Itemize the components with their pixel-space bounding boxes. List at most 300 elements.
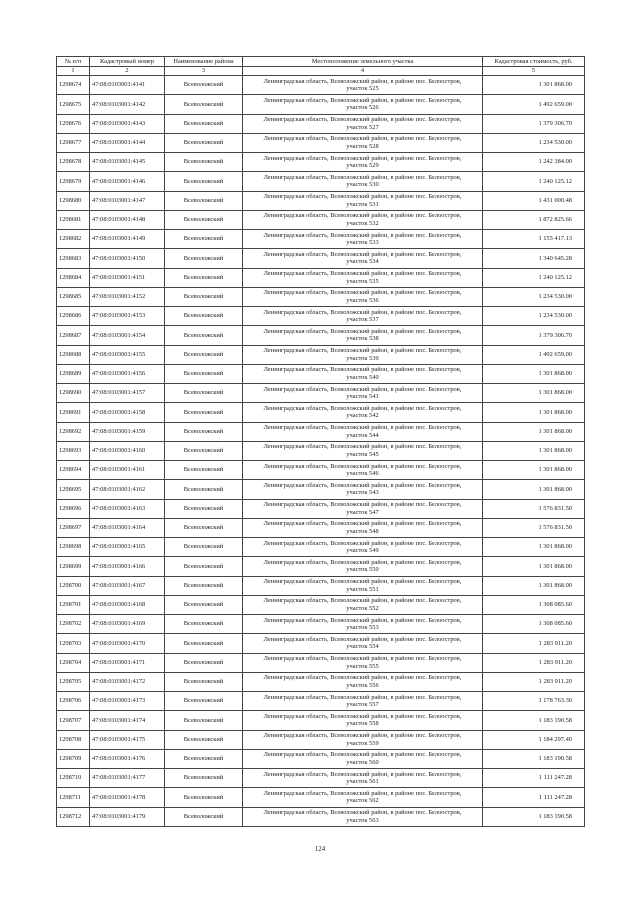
cadastral-number: 47:08:0103001:4147 <box>90 191 165 210</box>
cadastral-number: 47:08:0103001:4149 <box>90 230 165 249</box>
location-parcel: участок 539 <box>346 354 379 362</box>
row-number: 1298679 <box>57 172 90 191</box>
parcel-location <box>243 518 483 537</box>
table-body <box>57 76 585 827</box>
cadastral-cost: 1 492 659.00 <box>483 345 585 364</box>
row-number: 1298692 <box>57 422 90 441</box>
location-parcel: участок 557 <box>346 701 379 709</box>
cadastral-number: 47:08:0103001:4158 <box>90 403 165 422</box>
cadastral-cost: 1 183 190.58 <box>483 749 585 768</box>
cadastral-cost: 1 340 645.28 <box>483 249 585 268</box>
cadastral-cost: 1 301 868.00 <box>483 576 585 595</box>
table-row <box>57 730 585 749</box>
cadastral-number: 47:08:0103001:4151 <box>90 268 165 287</box>
location-address: Ленинградская область, Всеволожский район, в районе пос. Белоостров, <box>263 366 462 374</box>
parcel-location <box>243 114 483 133</box>
cadastral-cost: 1 492 659.00 <box>483 95 585 114</box>
location-address: Ленинградская область, Всеволожский район, в районе пос. Белоостров, <box>263 462 462 470</box>
row-number: 1298712 <box>57 807 90 826</box>
parcel-location <box>243 287 483 306</box>
cadastral-cost: 1 240 125.12 <box>483 268 585 287</box>
row-number: 1298688 <box>57 345 90 364</box>
location-address: Ленинградская область, Всеволожский район, в районе пос. Белоостров, <box>263 404 462 412</box>
table-row <box>57 672 585 691</box>
parcel-location <box>243 268 483 287</box>
cadastral-cost: 1 184 297.40 <box>483 730 585 749</box>
location-address: Ленинградская область, Всеволожский район, в районе пос. Белоостров, <box>263 674 462 682</box>
row-number: 1298697 <box>57 518 90 537</box>
cadastral-number: 47:08:0103001:4159 <box>90 422 165 441</box>
district-name: Всеволожский <box>165 153 243 172</box>
row-number: 1298700 <box>57 576 90 595</box>
district-name: Всеволожский <box>165 653 243 672</box>
table-row <box>57 307 585 326</box>
cadastral-number: 47:08:0103001:4144 <box>90 133 165 152</box>
cadastral-cost: 1 234 530.00 <box>483 133 585 152</box>
row-number: 1298678 <box>57 153 90 172</box>
cadastral-cost: 1 301 868.00 <box>483 461 585 480</box>
district-name: Всеволожский <box>165 711 243 730</box>
location-parcel: участок 543 <box>346 489 379 497</box>
table-row <box>57 538 585 557</box>
row-number: 1298695 <box>57 480 90 499</box>
district-name: Всеволожский <box>165 345 243 364</box>
row-number: 1298693 <box>57 441 90 460</box>
district-name: Всеволожский <box>165 615 243 634</box>
table-row <box>57 403 585 422</box>
table-row <box>57 364 585 383</box>
location-parcel: участок 535 <box>346 277 379 285</box>
location-parcel: участок 563 <box>346 816 379 824</box>
parcel-location <box>243 480 483 499</box>
table-row <box>57 326 585 345</box>
location-parcel: участок 561 <box>346 778 379 786</box>
row-number: 1298691 <box>57 403 90 422</box>
header-cadastral-number: Кадастровый номер <box>90 57 165 67</box>
parcel-location <box>243 538 483 557</box>
cadastral-cost: 1 301 868.00 <box>483 557 585 576</box>
cadastral-number: 47:08:0103001:4146 <box>90 172 165 191</box>
district-name: Всеволожский <box>165 499 243 518</box>
table-header <box>57 57 585 76</box>
cadastral-number: 47:08:0103001:4150 <box>90 249 165 268</box>
location-address: Ленинградская область, Всеволожский район, в районе пос. Белоостров, <box>263 693 462 701</box>
parcel-location <box>243 807 483 826</box>
district-name: Всеволожский <box>165 557 243 576</box>
location-parcel: участок 549 <box>346 547 379 555</box>
header-column-numbers-row <box>57 67 585 76</box>
row-number: 1298704 <box>57 653 90 672</box>
row-number: 1298676 <box>57 114 90 133</box>
location-address: Ленинградская область, Всеволожский район, в районе пос. Белоостров, <box>263 193 462 201</box>
cadastral-cost: 1 379 306.70 <box>483 326 585 345</box>
cadastral-number: 47:08:0103001:4148 <box>90 210 165 229</box>
location-address: Ленинградская область, Всеволожский район, в районе пос. Белоостров, <box>263 289 462 297</box>
table-row <box>57 518 585 537</box>
location-address: Ленинградская область, Всеволожский район, в районе пос. Белоостров, <box>263 173 462 181</box>
parcel-location <box>243 76 483 95</box>
location-parcel: участок 533 <box>346 239 379 247</box>
page-number: 124 <box>314 845 326 853</box>
table-row <box>57 249 585 268</box>
cadastral-number: 47:08:0103001:4172 <box>90 672 165 691</box>
column-number-3: 3 <box>165 67 243 76</box>
district-name: Всеволожский <box>165 268 243 287</box>
district-name: Всеволожский <box>165 480 243 499</box>
location-address: Ленинградская область, Всеволожский район, в районе пос. Белоостров, <box>263 250 462 258</box>
cadastral-number: 47:08:0103001:4167 <box>90 576 165 595</box>
cadastral-number: 47:08:0103001:4154 <box>90 326 165 345</box>
location-parcel: участок 534 <box>346 258 379 266</box>
district-name: Всеволожский <box>165 576 243 595</box>
cadastral-cost: 1 576 831.50 <box>483 518 585 537</box>
header-location: Местоположение земельного участка <box>243 57 483 67</box>
district-name: Всеволожский <box>165 326 243 345</box>
cadastral-cost: 1 301 868.00 <box>483 422 585 441</box>
district-name: Всеволожский <box>165 307 243 326</box>
cadastral-cost: 1 242 384.00 <box>483 153 585 172</box>
location-parcel: участок 547 <box>346 508 379 516</box>
parcel-location <box>243 422 483 441</box>
parcel-location <box>243 133 483 152</box>
row-number: 1298708 <box>57 730 90 749</box>
column-number-2: 2 <box>90 67 165 76</box>
cadastral-cost: 1 234 530.00 <box>483 307 585 326</box>
location-address: Ленинградская область, Всеволожский район, в районе пос. Белоостров, <box>263 501 462 509</box>
cadastral-number: 47:08:0103001:4176 <box>90 749 165 768</box>
location-parcel: участок 550 <box>346 566 379 574</box>
row-number: 1298702 <box>57 615 90 634</box>
cadastral-number: 47:08:0103001:4157 <box>90 384 165 403</box>
cadastral-number: 47:08:0103001:4143 <box>90 114 165 133</box>
location-address: Ленинградская область, Всеволожский район, в районе пос. Белоостров, <box>263 308 462 316</box>
table-row <box>57 345 585 364</box>
location-parcel: участок 531 <box>346 200 379 208</box>
parcel-location <box>243 557 483 576</box>
location-address: Ленинградская область, Всеволожский район, в районе пос. Белоостров, <box>263 712 462 720</box>
document-page <box>56 56 584 827</box>
location-parcel: участок 558 <box>346 720 379 728</box>
location-address: Ленинградская область, Всеволожский район, в районе пос. Белоостров, <box>263 443 462 451</box>
cadastral-number: 47:08:0103001:4174 <box>90 711 165 730</box>
cadastral-cost: 1 872 825.66 <box>483 210 585 229</box>
table-row <box>57 191 585 210</box>
location-address: Ленинградская область, Всеволожский район, в районе пос. Белоостров, <box>263 424 462 432</box>
row-number: 1298686 <box>57 307 90 326</box>
location-address: Ленинградская область, Всеволожский район, в районе пос. Белоостров, <box>263 385 462 393</box>
location-parcel: участок 544 <box>346 431 379 439</box>
location-address: Ленинградская область, Всеволожский район, в районе пос. Белоостров, <box>263 732 462 740</box>
cadastral-number: 47:08:0103001:4178 <box>90 788 165 807</box>
cadastral-number: 47:08:0103001:4177 <box>90 769 165 788</box>
parcel-location <box>243 364 483 383</box>
location-parcel: участок 538 <box>346 335 379 343</box>
cadastral-cost: 1 301 868.00 <box>483 538 585 557</box>
cadastral-cost: 1 183 190.58 <box>483 711 585 730</box>
location-address: Ленинградская область, Всеволожский район, в районе пос. Белоостров, <box>263 135 462 143</box>
row-number: 1298707 <box>57 711 90 730</box>
cadastral-cost: 1 301 868.00 <box>483 364 585 383</box>
parcel-location <box>243 441 483 460</box>
table-row <box>57 615 585 634</box>
district-name: Всеволожский <box>165 287 243 306</box>
parcel-location <box>243 788 483 807</box>
district-name: Всеволожский <box>165 807 243 826</box>
district-name: Всеволожский <box>165 441 243 460</box>
location-parcel: участок 525 <box>346 85 379 93</box>
header-district-name: Наименование района <box>165 57 243 67</box>
table-row <box>57 480 585 499</box>
cadastral-cost: 1 576 831.50 <box>483 499 585 518</box>
table-row <box>57 133 585 152</box>
location-parcel: участок 536 <box>346 296 379 304</box>
cadastral-value-table <box>56 56 585 827</box>
parcel-location <box>243 384 483 403</box>
parcel-location <box>243 615 483 634</box>
row-number: 1298703 <box>57 634 90 653</box>
cadastral-cost: 1 379 306.70 <box>483 114 585 133</box>
location-parcel: участок 537 <box>346 316 379 324</box>
row-number: 1298683 <box>57 249 90 268</box>
cadastral-cost: 1 283 911.20 <box>483 653 585 672</box>
table-row <box>57 114 585 133</box>
row-number: 1298701 <box>57 595 90 614</box>
row-number: 1298680 <box>57 191 90 210</box>
district-name: Всеволожский <box>165 133 243 152</box>
district-name: Всеволожский <box>165 76 243 95</box>
district-name: Всеволожский <box>165 461 243 480</box>
cadastral-cost: 1 283 911.20 <box>483 634 585 653</box>
row-number: 1298711 <box>57 788 90 807</box>
location-address: Ленинградская область, Всеволожский район, в районе пос. Белоостров, <box>263 347 462 355</box>
parcel-location <box>243 95 483 114</box>
location-parcel: участок 530 <box>346 181 379 189</box>
location-address: Ленинградская область, Всеволожский район, в районе пос. Белоостров, <box>263 77 462 85</box>
location-address: Ленинградская область, Всеволожский район, в районе пос. Белоостров, <box>263 751 462 759</box>
table-row <box>57 95 585 114</box>
cadastral-number: 47:08:0103001:4153 <box>90 307 165 326</box>
cadastral-number: 47:08:0103001:4155 <box>90 345 165 364</box>
table-row <box>57 595 585 614</box>
location-address: Ленинградская область, Всеволожский район, в районе пос. Белоостров, <box>263 327 462 335</box>
table-row <box>57 210 585 229</box>
header-row <box>57 57 585 67</box>
row-number: 1298698 <box>57 538 90 557</box>
location-parcel: участок 540 <box>346 373 379 381</box>
cadastral-cost: 1 301 868.00 <box>483 76 585 95</box>
parcel-location <box>243 307 483 326</box>
row-number: 1298694 <box>57 461 90 480</box>
cadastral-cost: 1 111 247.28 <box>483 788 585 807</box>
row-number: 1298677 <box>57 133 90 152</box>
cadastral-number: 47:08:0103001:4145 <box>90 153 165 172</box>
cadastral-cost: 1 240 125.12 <box>483 172 585 191</box>
district-name: Всеволожский <box>165 749 243 768</box>
district-name: Всеволожский <box>165 595 243 614</box>
district-name: Всеволожский <box>165 769 243 788</box>
cadastral-cost: 1 183 190.58 <box>483 807 585 826</box>
district-name: Всеволожский <box>165 788 243 807</box>
parcel-location <box>243 249 483 268</box>
district-name: Всеволожский <box>165 403 243 422</box>
location-address: Ленинградская область, Всеволожский район, в районе пос. Белоостров, <box>263 635 462 643</box>
parcel-location <box>243 769 483 788</box>
parcel-location <box>243 153 483 172</box>
table-row <box>57 153 585 172</box>
cadastral-number: 47:08:0103001:4164 <box>90 518 165 537</box>
table-row <box>57 711 585 730</box>
row-number: 1298684 <box>57 268 90 287</box>
cadastral-cost: 1 301 868.00 <box>483 480 585 499</box>
header-number: № п/п <box>57 57 90 67</box>
table-row <box>57 384 585 403</box>
location-address: Ленинградская область, Всеволожский район, в районе пос. Белоостров, <box>263 809 462 817</box>
district-name: Всеволожский <box>165 730 243 749</box>
district-name: Всеволожский <box>165 191 243 210</box>
parcel-location <box>243 672 483 691</box>
table-row <box>57 230 585 249</box>
location-parcel: участок 546 <box>346 470 379 478</box>
district-name: Всеволожский <box>165 518 243 537</box>
district-name: Всеволожский <box>165 422 243 441</box>
location-address: Ленинградская область, Всеволожский район, в районе пос. Белоостров, <box>263 231 462 239</box>
row-number: 1298685 <box>57 287 90 306</box>
district-name: Всеволожский <box>165 172 243 191</box>
parcel-location <box>243 595 483 614</box>
parcel-location <box>243 653 483 672</box>
location-address: Ленинградская область, Всеволожский район, в районе пос. Белоостров, <box>263 655 462 663</box>
district-name: Всеволожский <box>165 210 243 229</box>
cadastral-number: 47:08:0103001:4162 <box>90 480 165 499</box>
cadastral-cost: 1 155 417.13 <box>483 230 585 249</box>
location-parcel: участок 559 <box>346 739 379 747</box>
cadastral-cost: 1 234 530.00 <box>483 287 585 306</box>
row-number: 1298682 <box>57 230 90 249</box>
cadastral-number: 47:08:0103001:4175 <box>90 730 165 749</box>
table-row <box>57 461 585 480</box>
district-name: Всеволожский <box>165 364 243 383</box>
cadastral-cost: 1 178 763.30 <box>483 692 585 711</box>
location-parcel: участок 562 <box>346 797 379 805</box>
location-address: Ленинградская область, Всеволожский район, в районе пос. Белоостров, <box>263 116 462 124</box>
row-number: 1298709 <box>57 749 90 768</box>
row-number: 1298690 <box>57 384 90 403</box>
cadastral-number: 47:08:0103001:4142 <box>90 95 165 114</box>
district-name: Всеволожский <box>165 692 243 711</box>
row-number: 1298710 <box>57 769 90 788</box>
location-parcel: участок 532 <box>346 219 379 227</box>
cadastral-number: 47:08:0103001:4152 <box>90 287 165 306</box>
table-row <box>57 441 585 460</box>
location-address: Ленинградская область, Всеволожский район, в районе пос. Белоостров, <box>263 96 462 104</box>
row-number: 1298706 <box>57 692 90 711</box>
location-parcel: участок 560 <box>346 758 379 766</box>
parcel-location <box>243 210 483 229</box>
table-row <box>57 634 585 653</box>
cadastral-number: 47:08:0103001:4170 <box>90 634 165 653</box>
cadastral-number: 47:08:0103001:4166 <box>90 557 165 576</box>
cadastral-number: 47:08:0103001:4161 <box>90 461 165 480</box>
cadastral-number: 47:08:0103001:4171 <box>90 653 165 672</box>
location-parcel: участок 529 <box>346 162 379 170</box>
location-address: Ленинградская область, Всеволожский район, в районе пос. Белоостров, <box>263 558 462 566</box>
location-parcel: участок 556 <box>346 681 379 689</box>
table-row <box>57 769 585 788</box>
district-name: Всеволожский <box>165 114 243 133</box>
cadastral-number: 47:08:0103001:4169 <box>90 615 165 634</box>
parcel-location <box>243 749 483 768</box>
location-address: Ленинградская область, Всеволожский район, в районе пос. Белоостров, <box>263 789 462 797</box>
location-parcel: участок 553 <box>346 624 379 632</box>
cadastral-cost: 1 111 247.28 <box>483 769 585 788</box>
parcel-location <box>243 692 483 711</box>
district-name: Всеволожский <box>165 634 243 653</box>
table-row <box>57 76 585 95</box>
table-row <box>57 788 585 807</box>
location-address: Ленинградская область, Всеволожский район, в районе пос. Белоостров, <box>263 481 462 489</box>
district-name: Всеволожский <box>165 249 243 268</box>
parcel-location <box>243 345 483 364</box>
cadastral-number: 47:08:0103001:4163 <box>90 499 165 518</box>
location-address: Ленинградская область, Всеволожский район, в районе пос. Белоостров, <box>263 270 462 278</box>
location-parcel: участок 554 <box>346 643 379 651</box>
cadastral-cost: 1 283 911.20 <box>483 672 585 691</box>
table-row <box>57 422 585 441</box>
cadastral-cost: 1 301 868.00 <box>483 441 585 460</box>
cadastral-cost: 1 431 000.48 <box>483 191 585 210</box>
location-address: Ленинградская область, Всеволожский район, в районе пос. Белоостров, <box>263 539 462 547</box>
table-row <box>57 268 585 287</box>
location-parcel: участок 555 <box>346 662 379 670</box>
table-row <box>57 576 585 595</box>
location-address: Ленинградская область, Всеволожский район, в районе пос. Белоостров, <box>263 597 462 605</box>
row-number: 1298687 <box>57 326 90 345</box>
location-address: Ленинградская область, Всеволожский район, в районе пос. Белоостров, <box>263 154 462 162</box>
column-number-1: 1 <box>57 67 90 76</box>
table-row <box>57 499 585 518</box>
table-row <box>57 557 585 576</box>
row-number: 1298681 <box>57 210 90 229</box>
location-address: Ленинградская область, Всеволожский район, в районе пос. Белоостров, <box>263 520 462 528</box>
location-parcel: участок 526 <box>346 104 379 112</box>
row-number: 1298699 <box>57 557 90 576</box>
table-row <box>57 172 585 191</box>
district-name: Всеволожский <box>165 538 243 557</box>
column-number-5: 5 <box>483 67 585 76</box>
cadastral-cost: 1 301 868.00 <box>483 403 585 422</box>
parcel-location <box>243 576 483 595</box>
district-name: Всеволожский <box>165 384 243 403</box>
cadastral-number: 47:08:0103001:4179 <box>90 807 165 826</box>
row-number: 1298689 <box>57 364 90 383</box>
row-number: 1298674 <box>57 76 90 95</box>
location-address: Ленинградская область, Всеволожский район, в районе пос. Белоостров, <box>263 212 462 220</box>
location-parcel: участок 541 <box>346 393 379 401</box>
cadastral-cost: 1 301 868.00 <box>483 384 585 403</box>
parcel-location <box>243 634 483 653</box>
cadastral-number: 47:08:0103001:4141 <box>90 76 165 95</box>
location-address: Ленинградская область, Всеволожский район, в районе пос. Белоостров, <box>263 616 462 624</box>
column-number-4: 4 <box>243 67 483 76</box>
cadastral-cost: 1 308 085.60 <box>483 615 585 634</box>
cadastral-number: 47:08:0103001:4156 <box>90 364 165 383</box>
cadastral-number: 47:08:0103001:4165 <box>90 538 165 557</box>
location-parcel: участок 528 <box>346 142 379 150</box>
parcel-location <box>243 711 483 730</box>
parcel-location <box>243 403 483 422</box>
location-parcel: участок 527 <box>346 123 379 131</box>
row-number: 1298675 <box>57 95 90 114</box>
